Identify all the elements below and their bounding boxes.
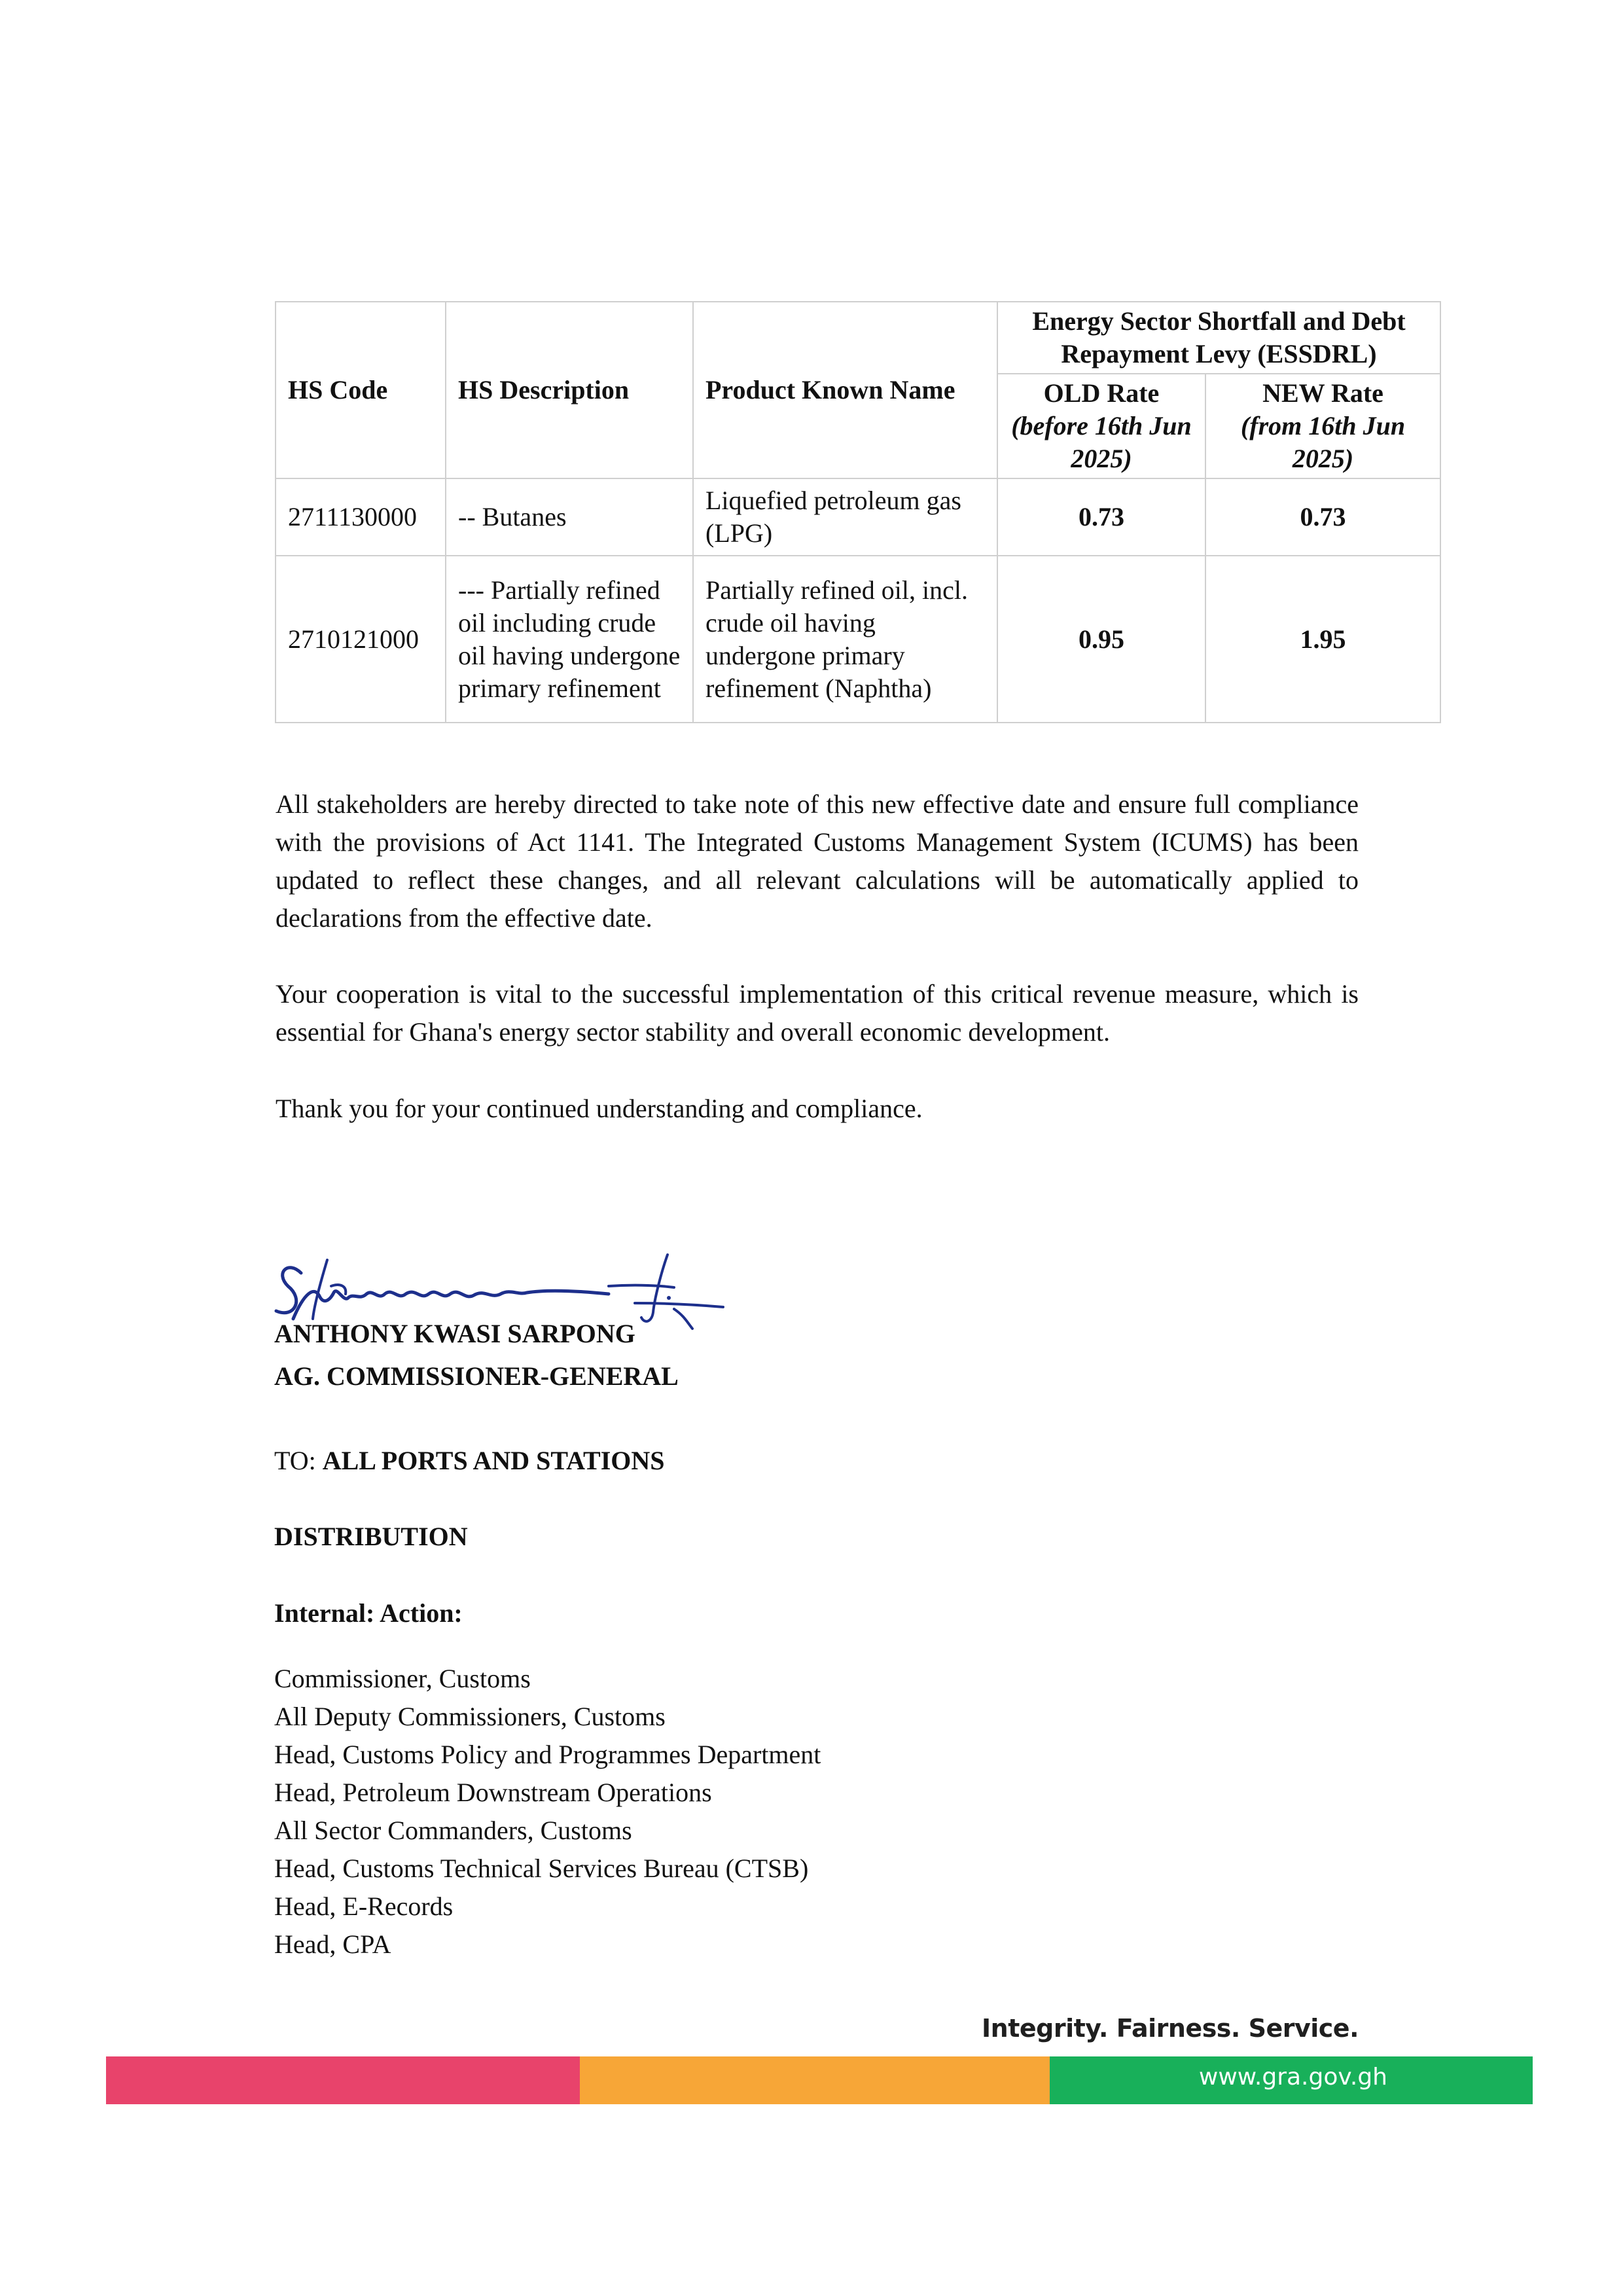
distribution-list [274,1660,821,1964]
signatory-name: ANTHONY KWASI SARPONG [274,1319,635,1348]
row-old-rate: 0.95 [997,556,1205,723]
new-rate-note: (from 16th Jun 2025) [1240,411,1406,473]
row-new-rate: 1.95 [1205,556,1440,723]
list-item: Head, Petroleum Downstream Operations [274,1778,712,1807]
signatory-title: AG. COMMISSIONER-GENERAL [274,1361,679,1391]
footer-band-red [106,2056,580,2104]
row-new-rate: 0.73 [1205,478,1440,556]
row-hs-description: --- Partially refined oil including crude oil having undergone primary refinement [446,556,693,723]
header-old-rate [997,374,1205,478]
header-hs-code: HS Code [276,302,446,478]
footer-motto: Integrity. Fairness. Service. [982,2014,1359,2043]
header-levy-group: Energy Sector Shortfall and Debt Repayment Levy (ESSDRL) [997,302,1440,374]
list-item: All Deputy Commissioners, Customs [274,1702,666,1731]
compliance-paragraph: All stakeholders are hereby directed to take note of this new effective date and ensure full compliance with the provisions of Act 1141. The Integrated Customs Management System (ICUMS) has been updated to reflect these changes, and all relevant calculations will be automatically applied to declarations from the effective date. [276,789,1359,933]
table-header-row [276,302,1440,374]
levy-rates-table [275,301,1441,723]
to-prefix: TO: [274,1446,316,1475]
cooperation-paragraph: Your cooperation is vital to the successful implementation of this critical revenue measure, which is essential for Ghana's energy sector stability and overall economic development. [276,979,1359,1047]
row-product-name: Partially refined oil, incl. crude oil having undergone primary refinement (Naphtha) [693,556,997,723]
list-item: Head, CPA [274,1929,391,1959]
table-row [276,478,1440,556]
list-item: Head, E-Records [274,1892,454,1921]
table-row [276,556,1440,723]
list-item: Commissioner, Customs [274,1664,531,1693]
old-rate-label: OLD Rate [1043,378,1160,408]
row-hs-description: -- Butanes [446,478,693,556]
header-new-rate [1205,374,1440,478]
row-hs-code: 2711130000 [276,478,446,556]
to-line [274,1444,665,1477]
list-item: All Sector Commanders, Customs [274,1816,632,1845]
footer-website-link[interactable]: www.gra.gov.gh [1198,2064,1387,2090]
thanks-paragraph: Thank you for your continued understanding and compliance. [276,1094,923,1123]
old-rate-note: (before 16th Jun 2025) [1011,411,1192,473]
internal-action-heading: Internal: Action: [274,1598,463,1628]
list-item: Head, Customs Policy and Programmes Department [274,1740,821,1769]
footer-band-orange [580,2056,1050,2104]
new-rate-label: NEW Rate [1262,378,1383,408]
list-item: Head, Customs Technical Services Bureau (CTSB) [274,1854,809,1883]
header-product-name: Product Known Name [693,302,997,478]
row-old-rate: 0.73 [997,478,1205,556]
distribution-heading: DISTRIBUTION [274,1522,468,1551]
row-hs-code: 2710121000 [276,556,446,723]
to-recipients: ALL PORTS AND STATIONS [322,1446,665,1475]
header-hs-description: HS Description [446,302,693,478]
row-product-name: Liquefied petroleum gas (LPG) [693,478,997,556]
